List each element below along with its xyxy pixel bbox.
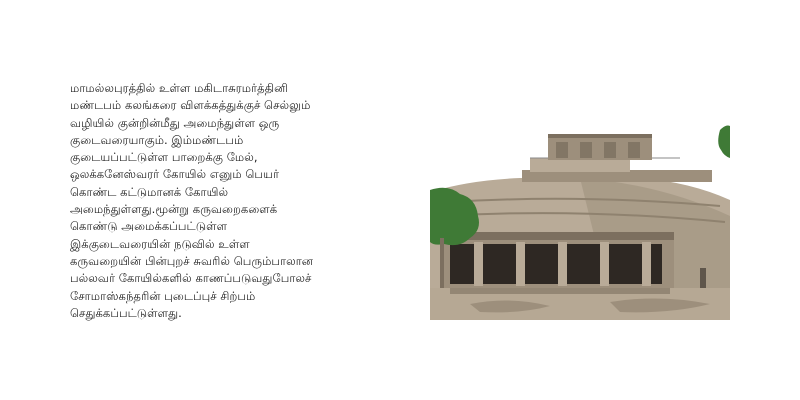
text-line: குடையப்பட்டுள்ள பாறைக்கு மேல், xyxy=(70,150,258,165)
pillar-5 xyxy=(642,242,651,286)
pillar-3 xyxy=(558,242,567,286)
text-line: பல்லவர் கோயில்களில் காணப்படுவதுபோலச் xyxy=(70,271,312,286)
tree-left-trunk xyxy=(440,238,444,288)
text-line: சோமாஸ்கந்தரின் புடைப்புச் சிற்பம் xyxy=(70,288,256,303)
temple-niche-1 xyxy=(556,142,568,158)
text-line: மண்டபம் கலங்கரை விளக்கத்துக்குச் செல்லும் xyxy=(70,98,311,113)
temple-niche-2 xyxy=(580,142,592,158)
pillar-4 xyxy=(600,242,609,286)
cave-cornice xyxy=(442,232,674,240)
text-line: செதுக்கப்பட்டுள்ளது. xyxy=(70,305,182,320)
temple-photo xyxy=(430,120,730,320)
text-line: ஒலக்கனேஸ்வரர் கோயில் எனும் பெயர் xyxy=(70,167,279,182)
pillar-2 xyxy=(516,242,525,286)
text-line: இக்குடைவரையின் நடுவில் உள்ள xyxy=(70,236,250,251)
temple-niche-3 xyxy=(604,142,616,158)
visitor-figure xyxy=(700,268,706,288)
temple-illustration xyxy=(430,120,730,320)
text-line: கொண்ட கட்டுமானக் கோயில் xyxy=(70,184,229,199)
temple-parapet xyxy=(530,158,630,172)
temple-niche-4 xyxy=(628,142,640,158)
text-line: மாமல்லபுரத்தில் உள்ள மகிடாசுரமர்த்தினி xyxy=(70,81,289,95)
temple-tower-cornice xyxy=(548,134,652,138)
article-text xyxy=(70,80,410,322)
text-line: வழியில் குன்றின்மீது அமைந்துள்ள ஒரு xyxy=(70,115,280,130)
text-line: கொண்டு அமைக்கப்பட்டுள்ள xyxy=(70,219,228,234)
cave-step xyxy=(450,288,670,294)
pillar-1 xyxy=(474,242,483,286)
text-line: கருவறையின் பின்புறச் சுவரில் பெரும்பாலான xyxy=(70,253,314,268)
text-line: குடைவரையாகும். இம்மண்டபம் xyxy=(70,132,244,147)
text-line: அமைந்துள்ளது.மூன்று கருவறைகளைக் xyxy=(70,202,278,217)
